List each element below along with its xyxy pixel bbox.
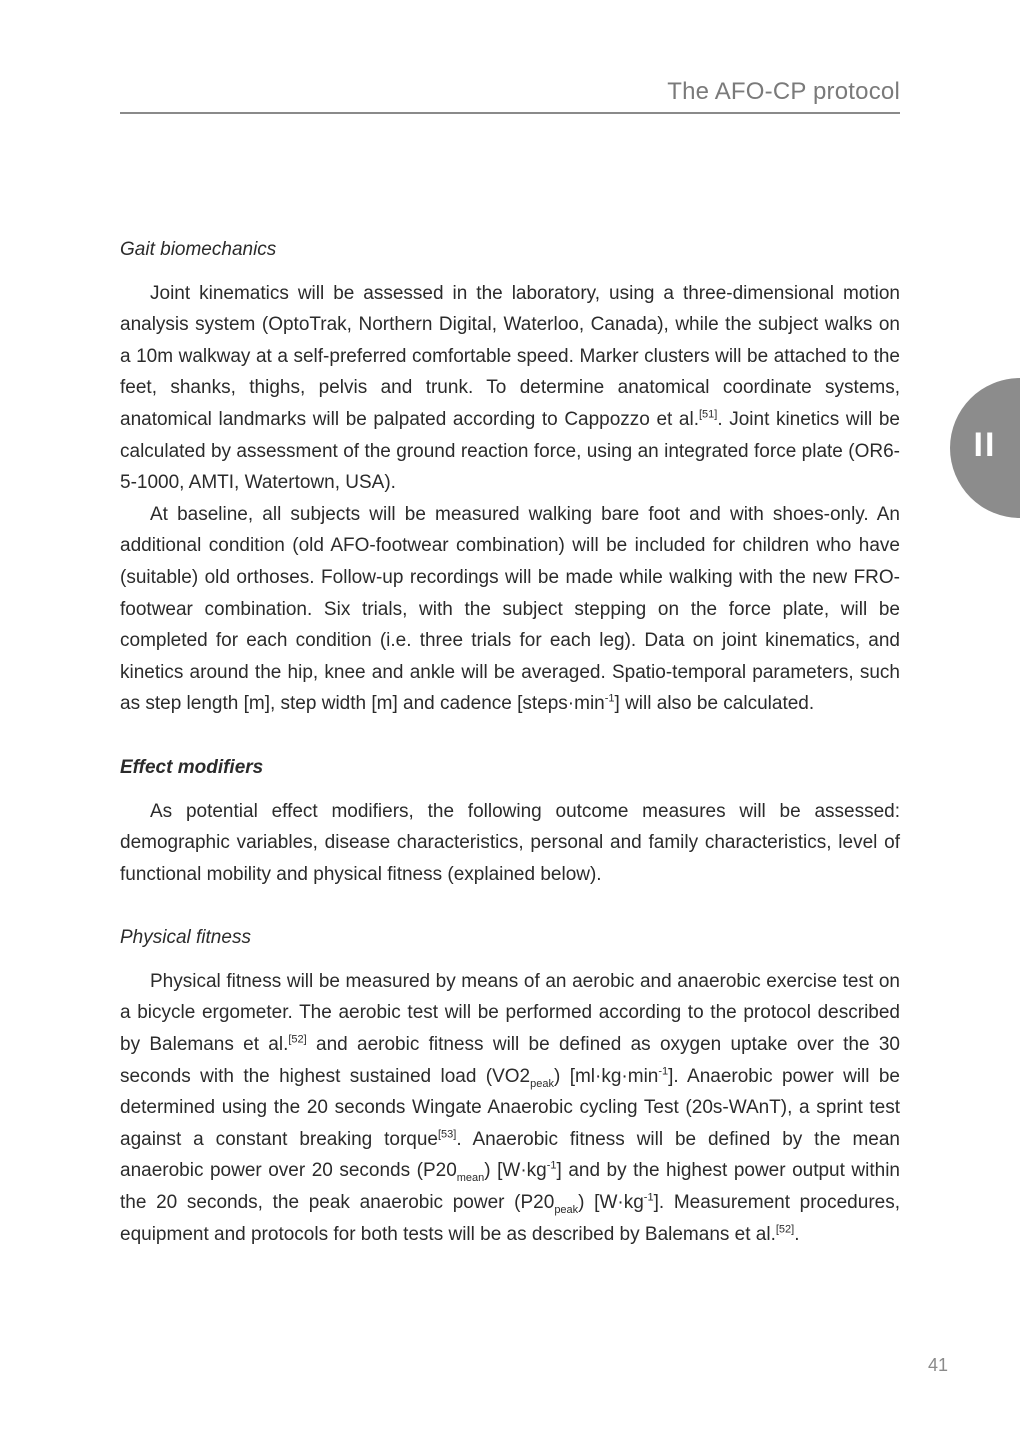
section-heading-physical-fitness: Physical fitness (120, 927, 251, 949)
superscript: -1 (546, 1160, 557, 1173)
paragraph-joint-kinematics (120, 278, 900, 499)
citation-ref: [53] (437, 1128, 457, 1141)
citation-ref: [52] (288, 1033, 307, 1046)
subscript: peak (530, 1077, 554, 1090)
text-run: Physical fitness will be measured by means of an aerobic and anaerobic exercise test on a bicycle ergometer. The aerobic test will be performed according to the protocol described by Balemans et al. (120, 970, 900, 1056)
subscript: mean (456, 1172, 485, 1185)
citation-ref: [52] (775, 1223, 795, 1236)
running-header (120, 78, 900, 114)
text-run: At baseline, all subjects will be measured walking bare foot and with shoes-only. An additional condition (old AFO-footwear combination) will be included for children who have (suitable) old orthoses. Follow-up recordings will be made while walking with the new FRO-footwear combination. Six trials, with the subject stepping on the force plate, will be completed for each condition (i.e. three trials for each leg). Data on joint kinematics, and kinetics around the hip, knee and ankle will be averaged. Spatio-temporal parameters, such as step length [m], step width [m] and cadence [steps·min (120, 503, 900, 715)
page-number: 41 (928, 1355, 949, 1375)
text-run: . (794, 1223, 800, 1245)
paragraph-baseline (120, 499, 900, 720)
paragraph-effect-modifiers: As potential effect modifiers, the following outcome measures will be assessed: demographic variables, disease characteristics, personal and family characteristics, level of functional mobility and physical fitness (explained below). (120, 800, 900, 885)
paragraph-physical-fitness (120, 966, 900, 1250)
text-run: ) [W·kg (578, 1192, 644, 1214)
text-run: . Anaerobic fitness will be defined by the mean anaerobic power over 20 seconds (P20 (120, 1128, 900, 1182)
chapter-tab-label: II (973, 426, 997, 464)
text-run: ] and by the highest power output within the 20 seconds, the peak anaerobic power (P20 (120, 1160, 900, 1214)
text-run: ]. Measurement procedures, equipment and protocols for both tests will be as described by Balemans et al. (120, 1192, 900, 1245)
running-header-title: The AFO-CP protocol (667, 78, 900, 105)
superscript: -1 (604, 692, 615, 705)
page-content (120, 234, 900, 1250)
text-run: ] will also be calculated. (614, 693, 815, 715)
superscript: -1 (658, 1065, 669, 1078)
superscript: -1 (643, 1191, 654, 1204)
text-run: . Joint kinetics will be calculated by assessment of the ground reaction force, using an integrated force plate (OR6-5-1000, AMTI, Watertown, USA). (120, 408, 901, 494)
text-run: ]. Anaerobic power will be determined using the 20 seconds Wingate Anaerobic cycling Test (20s-WAnT), a sprint test against a constant breaking torque (120, 1065, 900, 1150)
subscript: peak (554, 1203, 579, 1216)
text-run: ) [W·kg (484, 1160, 547, 1182)
text-run: Joint kinematics will be assessed in the laboratory, using a three-dimensional motion analysis system (OptoTrak, Northern Digital, Waterloo, Canada), while the subject walks on a 10m walkway at a self-preferred comfortable speed. Marker clusters will be attached to the feet, shanks, thighs, pelvis and trunk. To determine anatomical coordinate systems, anatomical landmarks will be palpated according to Cappozzo et al. (120, 282, 900, 430)
section-heading-gait-biomechanics: Gait biomechanics (120, 239, 277, 260)
section-heading-effect-modifiers: Effect modifiers (120, 756, 264, 778)
text-run: and aerobic fitness will be defined as oxygen uptake over the 30 seconds with the highest sustained load (VO2 (120, 1034, 900, 1087)
citation-ref: [51] (698, 408, 718, 421)
chapter-tab (950, 378, 1020, 518)
text-run: ) [ml·kg·min (553, 1065, 659, 1087)
